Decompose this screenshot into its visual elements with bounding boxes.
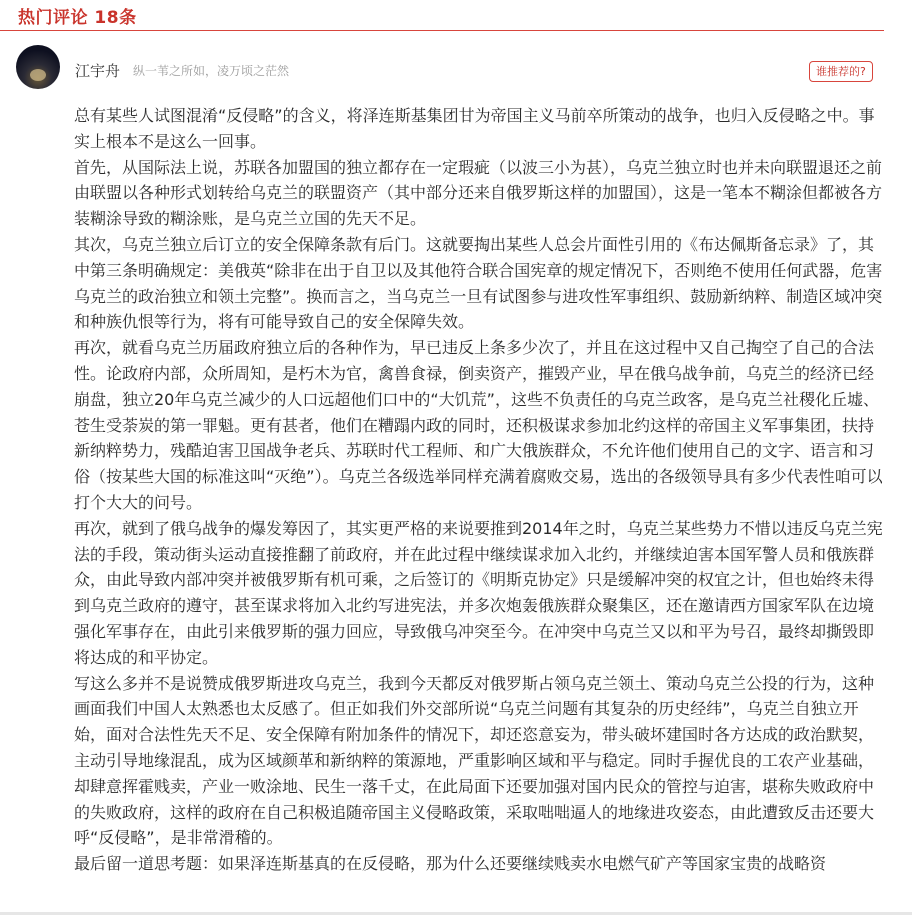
comment-paragraph: 其次，乌克兰独立后订立的安全保障条款有后门。这就要掏出某些人总会片面性引用的《布达佩斯备忘录》了，其中第三条明确规定：美俄英“除非在出于自卫以及其他符合联合国宪章的规定情况下，否则绝不使用任何武器，危害乌克兰的政治独立和领土完整”。换而言之，当乌克兰一旦有试图参与进攻性军事组织、鼓励新纳粹、制造区域冲突和种族仇恨等行为，将有可能导致自己的安全保障失效。 bbox=[74, 234, 883, 332]
comment-body bbox=[74, 103, 888, 877]
comment-author-name[interactable]: 江宇舟 bbox=[75, 62, 121, 80]
comment-paragraph: 再次，就看乌克兰历届政府独立后的各种作为，早已违反上条多少次了，并且在这过程中又自己掏空了自己的合法性。论政府内部，众所周知，是朽木为官，禽兽食禄，倒卖资产，摧毁产业，早在俄乌战争前，乌克兰的经济已经崩盘，独立20年乌克兰减少的人口远超他们口中的“大饥荒”，这些不负责任的乌克兰政客，是乌克兰社稷化丘墟、苍生受荼炭的第一罪魁。更有甚者，他们在糟蹋内政的同时，还积极谋求参加北约这样的帝国主义军事集团，扶持新纳粹势力，残酷迫害卫国战争老兵、苏联时代工程师、和广大俄族群众，不允许他们使用自己的文字、语言和习俗（按某些大国的标准这叫“灭绝”）。乌克兰各级选举同样充满着腐败交易，选出的各级领导具有多少代表性咱可以打个大大的问号。 bbox=[74, 338, 883, 512]
comment-paragraph: 再次，就到了俄乌战争的爆发筹因了，其实更严格的来说要推到2014年之时，乌克兰某些势力不惜以违反乌克兰宪法的手段，策动街头运动直接推翻了前政府，并在此过程中继续谋求加入北约，并继续迫害本国军警人员和俄族群众，由此导致内部冲突并被俄罗斯有机可乘，之后签订的《明斯克协定》只是缓解冲突的权宜之计，但也始终未得到乌克兰政府的遵守，甚至谋求将加入北约写进宪法，并多次炮轰俄族群众聚集区，还在邀请西方国家军队在边境强化军事存在，由此引来俄罗斯的强力回应，导致俄乌冲突至今。在冲突中乌克兰又以和平为号召，最终却撕毁即将达成的和平协定。 bbox=[74, 518, 883, 667]
avatar-image-highlight bbox=[30, 69, 46, 81]
user-avatar[interactable] bbox=[16, 45, 60, 89]
comment-paragraph: 最后留一道思考题：如果泽连斯基真的在反侵略，那为什么还要继续贱卖水电燃气矿产等国家宝贵的战略资 bbox=[74, 854, 827, 874]
hot-comments-header bbox=[0, 0, 884, 31]
who-recommended-button[interactable]: 谁推荐的? bbox=[809, 61, 873, 82]
comment-paragraph: 首先，从国际法上说，苏联各加盟国的独立都存在一定瑕疵（以波三小为甚），乌克兰独立时也并未向联盟退还之前由联盟以各种形式划转给乌克兰的联盟资产（其中部分还来自俄罗斯这样的加盟国），这是一笔本不糊涂但都被各方装糊涂导致的糊涂账，是乌克兰立国的先天不足。 bbox=[74, 157, 883, 229]
hot-comments-title: 热门评论 18条 bbox=[18, 8, 137, 28]
comment-author-motto: 纵一苇之所如，凌万顷之茫然 bbox=[133, 64, 290, 78]
comment-paragraph: 写这么多并不是说赞成俄罗斯进攻乌克兰，我到今天都反对俄罗斯占领乌克兰领土、策动乌克兰公投的行为，这种画面我们中国人太熟悉也太反感了。但正如我们外交部所说“乌克兰问题有其复杂的历史经纬”，乌克兰自独立开始，面对合法性先天不足、安全保障有附加条件的情况下，却还恣意妄为，带头破坏建国时各方达成的政治默契，主动引导地缘混乱，成为区域颜革和新纳粹的策源地，严重影响区域和平与稳定。同时手握优良的工农产业基础，却肆意挥霍贱卖，产业一败涂地、民生一落千丈，在此局面下还要加强对国内民众的管控与迫害，堪称失败政府中的失败政府，这样的政府在自己积极追随帝国主义侵略政策，采取咄咄逼人的地缘进攻姿态，由此遭致反击还要大呼“反侵略”，是非常滑稽的。 bbox=[74, 673, 875, 848]
comment-paragraph: 总有某些人试图混淆“反侵略”的含义，将泽连斯基集团甘为帝国主义马前卒所策动的战争，也归入反侵略之中。事实上根本不是这么一回事。 bbox=[74, 106, 875, 151]
